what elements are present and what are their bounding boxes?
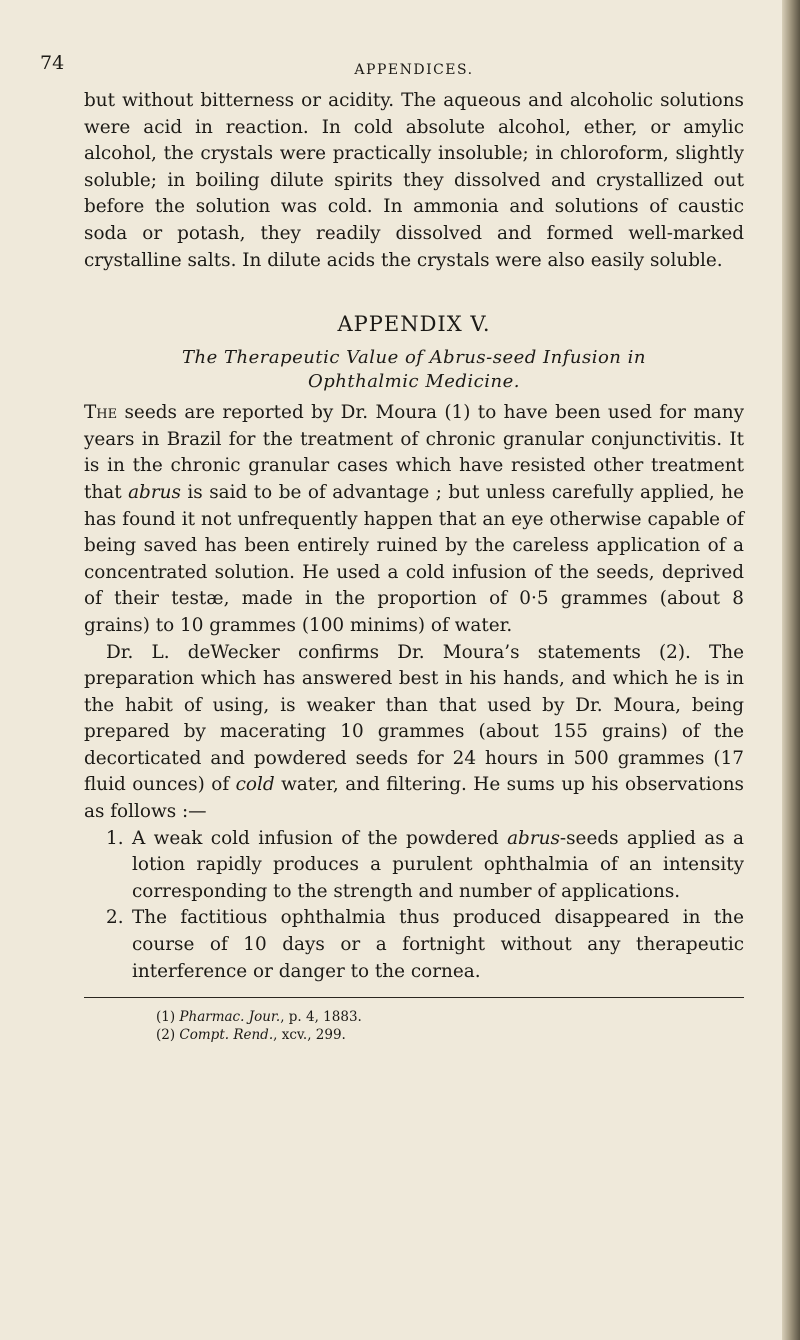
appendix-subtitle-line-1: The Therapeutic Value of Abrus-seed Infusion in: [182, 347, 646, 369]
footnote-mark: (1): [156, 1009, 180, 1026]
footnote-source: Pharmac. Jour.: [179, 1009, 281, 1026]
footnote-source: Compt. Rend.: [179, 1027, 274, 1044]
list-item-number: 2.: [106, 907, 124, 929]
footnote-divider: [84, 997, 744, 998]
observations-list: [84, 826, 744, 986]
appendix-subtitle-line-2: Ophthalmic Medicine.: [308, 371, 520, 393]
list-item-number: 1.: [106, 827, 124, 849]
paragraph-moura-text-a: seeds are reported by Dr. Moura (1) to have been used for many years in Brazil for the treatment of chronic granular conjunctivitis. It is in the chronic granular cases which have resisted other treatment that: [84, 402, 744, 503]
list-item-italic: abrus: [507, 827, 560, 849]
paragraph-moura-text-b: is said to be of advantage ; but unless carefully applied, he has found it not unfrequently happen that an eye otherwise capable of being saved has been entirely ruined by the careless application of a concentrated solution. He used a cold infusion of the seeds, deprived of their testæ, made in the proportion of 0·5 grammes (about 8 grains) to 10 grammes (100 minims) of water.: [84, 481, 745, 636]
paragraph-dewecker-text-a: Dr. L. deWecker confirms Dr. Moura’s statements (2). The preparation which has answered best in his hands, and which he is in the habit of using, is weaker than that used by Dr. Moura, being prepared by macerating 10 grammes (about 155 grains) of the decorticated and powdered seeds for 24 hours in 500 grammes (17 fluid ounces) of: [84, 641, 744, 796]
page-content: [40, 48, 745, 1044]
paragraph-dewecker-text-b: water, and filtering. He sums up his observations as follows :—: [84, 774, 744, 823]
book-binding-edge: [782, 0, 800, 1340]
paragraph-moura: [84, 400, 744, 639]
appendix-subtitle: [84, 346, 744, 394]
appendix-title: APPENDIX V.: [337, 312, 491, 337]
footnote-mark: (2): [156, 1027, 180, 1044]
footnote: [84, 1008, 744, 1026]
page-header: [40, 48, 744, 88]
footnote: [84, 1026, 744, 1044]
running-head: APPENDICES.: [354, 62, 474, 78]
page-number: 74: [40, 52, 65, 74]
paragraph-moura-italic: abrus: [128, 481, 181, 503]
list-item: [84, 905, 744, 985]
footnote-citation: , xcv., 299.: [273, 1027, 346, 1044]
list-item: [84, 826, 744, 906]
list-item-text-a: The factitious ophthalmia thus produced disappeared in the course of 10 days or a fortnight without any therapeutic interference or danger to the cornea.: [132, 907, 744, 982]
paragraph-dewecker: [84, 640, 744, 826]
intro-paragraph: but without bitterness or acidity. The aqueous and alcoholic solutions were acid in reaction. In cold absolute alcohol, ether, or amylic alcohol, the crystals were practically insoluble; in chloroform, slightly soluble; in boiling dilute spirits they dissolved and crystallized out before the solution was cold. In ammonia and solutions of caustic soda or potash, they readily dissolved and formed well-marked crystalline salts. In dilute acids the crystals were also easily soluble.: [84, 90, 744, 271]
paragraph-dewecker-italic: cold: [235, 774, 275, 796]
list-item-text-b: -seeds applied as a lotion rapidly produces a purulent ophthalmia of an intensity corresponding to the strength and number of applications.: [132, 827, 745, 902]
footnote-citation: , p. 4, 1883.: [280, 1009, 362, 1026]
paragraph-lead-word: The: [84, 402, 118, 424]
list-item-text-a: A weak cold infusion of the powdered: [132, 827, 508, 849]
